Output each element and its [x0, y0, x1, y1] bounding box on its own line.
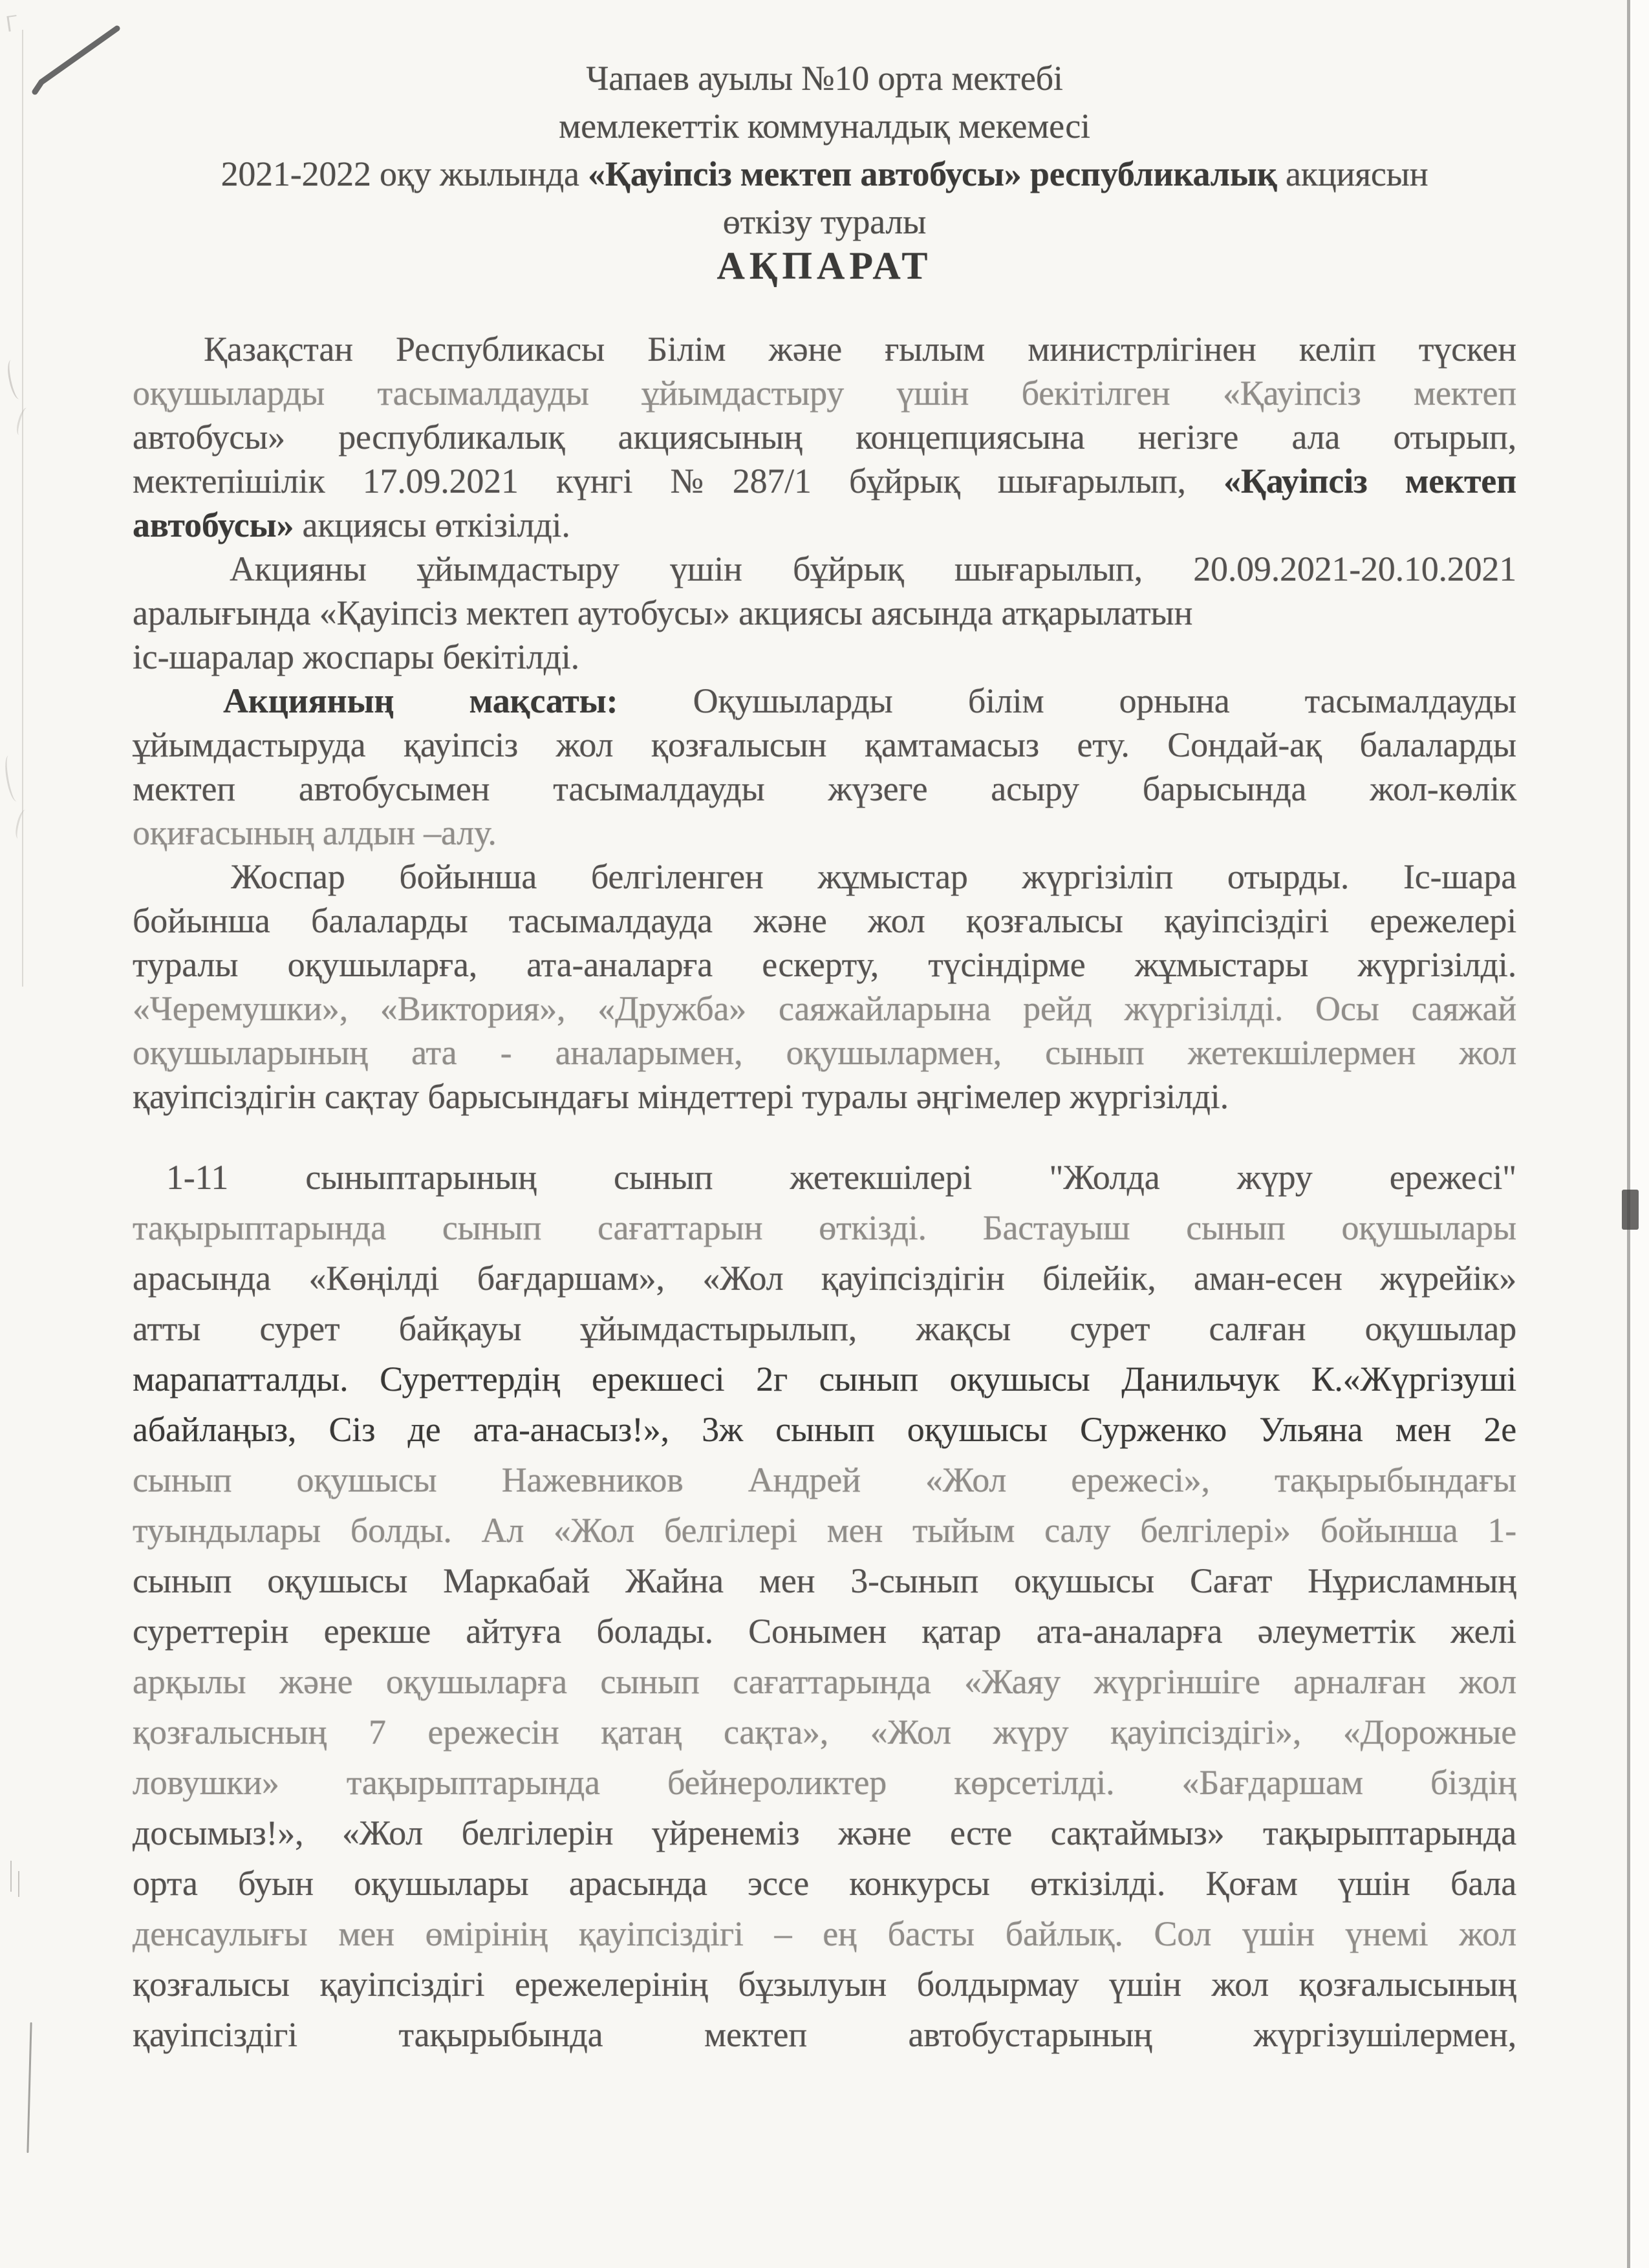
- title-segment: 2021-2022 оқу жылында: [221, 155, 588, 193]
- text-segment: акциясы өткізілді.: [294, 506, 570, 544]
- text-line: [133, 1152, 1516, 1203]
- text-line: [133, 855, 1516, 899]
- text-line: [133, 635, 1516, 679]
- text-segment: сынып оқушысы Нажевников Андрей «Жол ережесі», тақырыбындағы: [133, 1460, 1516, 1499]
- text-line: [133, 1858, 1516, 1909]
- text-segment: қауіпсіздігін сақтау барысындағы міндеттері туралы әңгімелер жүргізілді.: [133, 1077, 1229, 1116]
- document-heading: АҚПАРАТ: [717, 244, 932, 287]
- text-line: [133, 371, 1516, 415]
- text-line: [133, 811, 1516, 855]
- text-line: [133, 1031, 1516, 1075]
- text-segment: орта буын оқушылары арасында эссе конкурсы өткізілді. Қоғам үшін бала: [133, 1864, 1516, 1903]
- left-crease-line: [22, 30, 23, 987]
- text-segment: атты сурет байқауы ұйымдастырылып, жақсы сурет салған оқушылар: [133, 1309, 1516, 1348]
- paragraph-2: [133, 547, 1516, 679]
- text-segment: қауіпсіздігі тақырыбында мектеп автобустарының жүргізушілермен,: [133, 2015, 1516, 2054]
- text-segment: ловушки» тақырыптарында бейнероликтер көрсетілді. «Бағдаршам біздің: [133, 1763, 1516, 1802]
- corner-mark: [6, 15, 18, 32]
- text-segment: денсаулығы мен өмірінің қауіпсіздігі – ең басты байлық. Сол үшін үнемі жол: [133, 1914, 1516, 1953]
- institution-line: мемлекеттік коммуналдық мекемесі: [559, 107, 1090, 145]
- text-segment: 1-11 сыныптарының сынып жетекшілері "Жолда жүру ережесі": [166, 1158, 1516, 1197]
- text-line: [133, 1075, 1516, 1118]
- text-line: [133, 1404, 1516, 1455]
- text-segment: Акцияны ұйымдастыру үшін бұйрық шығарылып, 20.09.2021-20.10.2021: [230, 550, 1516, 588]
- text-segment: мектепішілік 17.09.2021 күнгі №287/1 бұйрық шығарылып,: [133, 462, 1224, 500]
- document-body: [133, 327, 1516, 2060]
- scan-edge-line: [1627, 0, 1630, 2268]
- text-segment: марапатталды. Суреттердің ерекшесі 2г сынып оқушысы Данильчук К.«Жүргізуші: [133, 1360, 1516, 1398]
- text-segment: «Черемушки», «Виктория», «Дружба» саяжайларына рейд жүргізілді. Осы саяжай: [133, 989, 1516, 1028]
- text-line: [133, 723, 1516, 767]
- title-segment: акциясын: [1277, 155, 1428, 193]
- bottom-left-stroke: [27, 2022, 32, 2153]
- text-segment: сынып оқушысы Маркабай Жайна мен 3-сынып оқушысы Сағат Нұрисламның: [133, 1561, 1516, 1600]
- text-line: [133, 1707, 1516, 1757]
- text-segment: туындылары болды. Ал «Жол белгілері мен тыйым салу белгілері» бойынша 1-: [133, 1511, 1516, 1550]
- text-line: [133, 503, 1516, 547]
- text-line: [133, 1354, 1516, 1404]
- paragraph-5: [133, 1152, 1516, 2060]
- text-segment: автобусы» республикалық акциясының концепциясына негізге ала отырып,: [133, 418, 1516, 456]
- text-segment: абайлаңыз, Сіз де ата-анасыз!», 3ж сынып оқушысы Сурженко Ульяна мен 2е: [133, 1410, 1516, 1449]
- margin-tick: [10, 1861, 12, 1892]
- text-line: [133, 547, 1516, 591]
- text-segment: ұйымдастыруда қауіпсіз жол қозғалысын қамтамасыз ету. Сондай-ақ балаларды: [133, 725, 1516, 764]
- text-segment: Оқушыларды білім орнына тасымалдауды: [618, 681, 1516, 720]
- text-segment: арқылы және оқушыларға сынып сағаттарында «Жаяу жүргіншіге арналған жол: [133, 1662, 1516, 1701]
- text-segment: қозғалысы қауіпсіздігі ережелерінің бұзылуын болдырмау үшін жол қозғалысының: [133, 1965, 1516, 2004]
- text-line: [133, 1455, 1516, 1505]
- text-line: [133, 327, 1516, 371]
- text-segment-bold: «Қауіпсіз мектеп: [1223, 462, 1516, 500]
- text-line: [133, 591, 1516, 635]
- text-line: [133, 459, 1516, 503]
- paragraph-1: [133, 327, 1516, 547]
- text-line: [133, 767, 1516, 811]
- text-segment: Қазақстан Республикасы Білім және ғылым министрлігінен келіп түскен: [204, 330, 1516, 369]
- scan-edge-white: [1630, 0, 1649, 2268]
- title-segment-bold: «Қауіпсіз мектеп автобусы» республикалық: [588, 155, 1277, 193]
- text-segment: Жоспар бойынша белгіленген жұмыстар жүргізіліп отырды. Іс-шара: [231, 857, 1516, 896]
- text-line: [133, 415, 1516, 459]
- margin-tick: [18, 1871, 19, 1897]
- text-segment-bold: автобусы»: [133, 506, 294, 544]
- campaign-title-line: [133, 153, 1516, 195]
- text-segment: арасында «Көңілді бағдаршам», «Жол қауіпсіздігін білейік, аман-есен жүрейік»: [133, 1259, 1516, 1298]
- text-segment: оқиғасының алдын –алу.: [133, 813, 497, 852]
- text-segment: аралығында «Қауіпсіз мектеп аутобусы» акциясы аясында атқарылатын: [133, 594, 1193, 632]
- text-line: [133, 1203, 1516, 1253]
- text-line: [133, 679, 1516, 723]
- subtitle-line: өткізу туралы: [722, 202, 927, 241]
- paragraph-3: [133, 679, 1516, 855]
- text-line: [133, 1505, 1516, 1556]
- text-line: [133, 1757, 1516, 1808]
- text-line: [133, 943, 1516, 987]
- scan-edge-mark: [1622, 1190, 1639, 1230]
- text-segment: тақырыптарында сынып сағаттарын өткізді. Бастауыш сынып оқушылары: [133, 1208, 1516, 1247]
- text-line: [133, 987, 1516, 1031]
- margin-smudge: [14, 809, 30, 840]
- text-segment: оқушыларды тасымалдауды ұйымдастыру үшін бекітілген «Қауіпсіз мектеп: [133, 374, 1516, 412]
- text-line: [133, 1808, 1516, 1858]
- text-line: [133, 899, 1516, 943]
- text-line: [133, 1556, 1516, 1606]
- school-name-line: Чапаев ауылы №10 орта мектебі: [586, 59, 1063, 98]
- text-line: [133, 1959, 1516, 2009]
- text-segment-bold: Акцияның мақсаты:: [223, 681, 618, 720]
- text-line: [133, 1656, 1516, 1707]
- margin-smudge: [5, 359, 25, 401]
- text-segment: іс-шаралар жоспары бекітілді.: [133, 637, 579, 676]
- text-segment: қозғалысның 7 ережесін қатаң сақта», «Жол жүру қауіпсіздігі», «Дорожные: [133, 1713, 1516, 1751]
- text-segment: суреттерін ерекше айтуға болады. Сонымен қатар ата-аналарға әлеуметтік желі: [133, 1612, 1516, 1651]
- text-line: [133, 1909, 1516, 1959]
- text-segment: мектеп автобусымен тасымалдауды жүзеге асыру барысында жол-көлік: [133, 769, 1516, 808]
- paragraph-4: [133, 855, 1516, 1118]
- margin-smudge: [14, 407, 32, 436]
- margin-smudge: [3, 754, 23, 802]
- text-segment: досымыз!», «Жол белгілерін үйренеміз және есте сақтаймыз» тақырыптарында: [133, 1813, 1516, 1852]
- text-line: [133, 1303, 1516, 1354]
- text-line: [133, 1253, 1516, 1303]
- text-line: [133, 2009, 1516, 2060]
- text-line: [133, 1606, 1516, 1656]
- text-segment: туралы оқушыларға, ата-аналарға ескерту, түсіндірме жұмыстары жүргізілді.: [133, 945, 1516, 984]
- text-segment: оқушыларының ата - аналарымен, оқушылармен, сынып жетекшілермен жол: [133, 1033, 1516, 1072]
- text-segment: бойынша балаларды тасымалдауда және жол қозғалысы қауіпсіздігі ережелері: [133, 901, 1516, 940]
